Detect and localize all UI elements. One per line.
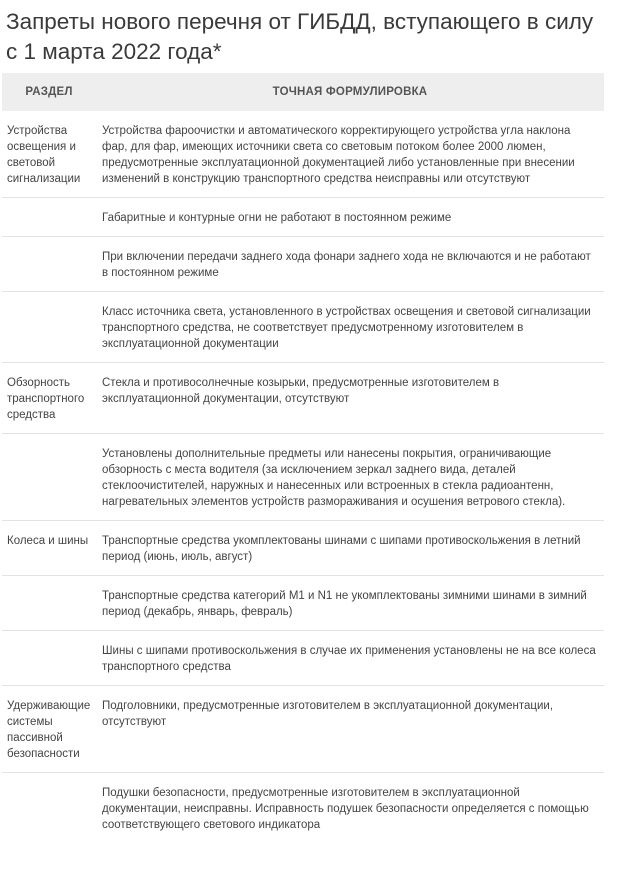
wording-cell: Подголовники, предусмотренные изготовителем в эксплуатационной документации, отсутствуют [96,686,604,773]
table-row [2,521,604,576]
section-cell [2,237,96,292]
table-row [2,237,604,292]
section-cell: Колеса и шины [2,521,96,576]
wording-cell: Габаритные и контурные огни не работают в постоянном режиме [96,198,604,237]
table-row [2,111,604,198]
wording-cell: Стекла и противосолнечные козырьки, предусмотренные изготовителем в эксплуатационной документации, отсутствуют [96,363,604,434]
section-cell [2,576,96,631]
table-header-row [2,73,604,111]
section-cell [2,292,96,363]
table-row [2,434,604,521]
column-header-wording: ТОЧНАЯ ФОРМУЛИРОВКА [96,73,604,111]
wording-cell: При включении передачи заднего хода фонари заднего хода не включаются и не работают в постоянном режиме [96,237,604,292]
section-cell: Удерживающие системы пассивной безопасности [2,686,96,773]
prohibitions-table [2,73,604,843]
table-row [2,363,604,434]
section-cell [2,631,96,686]
wording-cell: Установлены дополнительные предметы или нанесены покрытия, ограничивающие обзорность с места водителя (за исключением зеркал заднего вида, деталей стеклоочистителей, наружных и нанесенных или встроенных в стекла радиоантенн, нагревательных элементов устройств размораживания и осушения ветрового стекла). [96,434,604,521]
table-row [2,198,604,237]
wording-cell: Устройства фароочистки и автоматического корректирующего устройства угла наклона фар, для фар, имеющих источники света со световым потоком более 2000 люмен, предусмотренные эксплуатационной документацией либо установленные при внесении изменений в конструкцию транспортного средства неисправны или отсутствуют [96,111,604,198]
table-row [2,631,604,686]
wording-cell: Транспортные средства укомплектованы шинами с шипами противоскольжения в летний период (июнь, июль, август) [96,521,604,576]
column-header-section: РАЗДЕЛ [2,73,96,111]
wording-cell: Шины с шипами противоскольжения в случае их применения установлены не на все колеса транспортного средства [96,631,604,686]
wording-cell: Транспортные средства категорий М1 и N1 не укомплектованы зимними шинами в зимний период (декабрь, январь, февраль) [96,576,604,631]
section-cell: Устройства освещения и световой сигнализации [2,111,96,198]
page-title: Запреты нового перечня от ГИБДД, вступающего в силу с 1 марта 2022 года* [6,9,594,64]
table-row [2,292,604,363]
section-cell [2,434,96,521]
section-cell [2,198,96,237]
table-row [2,576,604,631]
section-cell [2,773,96,844]
table-row [2,686,604,773]
wording-cell: Класс источника света, установленного в устройствах освещения и световой сигнализации транспортного средства, не соответствует предусмотренному изготовителем в эксплуатационной документации [96,292,604,363]
table-row [2,773,604,844]
wording-cell: Подушки безопасности, предусмотренные изготовителем в эксплуатационной документации, неисправны. Исправность подушек безопасности определяется с помощью соответствующего светового индикатора [102,787,589,831]
section-cell: Обзорность транспортного средства [2,363,96,434]
